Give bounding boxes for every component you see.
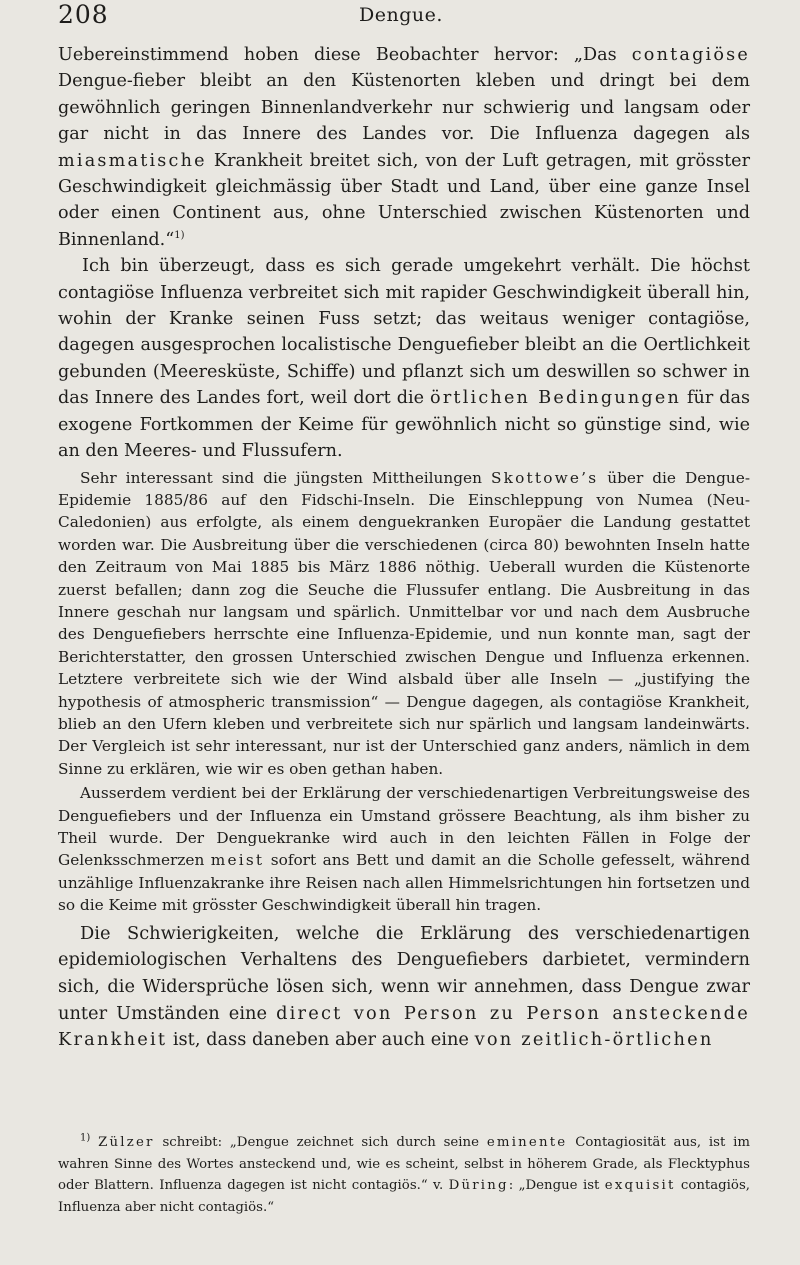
- page-number: 208: [58, 0, 109, 29]
- page-header: [58, 0, 744, 40]
- footnote-marker: 1): [80, 1132, 91, 1144]
- footnotes: [58, 1132, 750, 1218]
- paragraph-5: Die Schwierigkeiten, welche die Erklärung des verschiedenartigen epidemiologischen Verhaltens des Denguefiebers darbietet, vermindern sich, die Widersprüche lösen sich, wenn wir annehmen, dass Dengue zwar unter Umständen eine direct von Person zu Person ansteckende Krankheit ist, dass daneben aber auch eine von zeitlich-örtlichen: [58, 922, 750, 1051]
- main-text: [58, 42, 750, 1054]
- running-head: Dengue.: [359, 4, 443, 26]
- paragraph-1: Uebereinstimmend hoben diese Beobachter hervor: „Das contagiöse Dengue-fieber bleibt an den Küstenorten kleben und dringt bei dem gewöhnlich geringen Binnenlandverkehr nur schwierig und langsam oder gar nicht in das Innere des Landes vor. Die Influenza dagegen als miasmatische Krankheit breitet sich, von der Luft getragen, mit grösster Geschwindigkeit gleichmässig über Stadt und Land, über eine ganze Insel oder einen Continent aus, ohne Unterschied zwischen Küstenorten und Binnenland.“$^{1)}$: [58, 45, 750, 250]
- paragraph-4: Ausserdem verdient bei der Erklärung der verschiedenartigen Verbreitungsweise des Denguefiebers und der Influenza ein Umstand grössere Beachtung, als ihm bisher zu Theil wurde. Der Denguekranke wird auch in den leichten Fällen in Folge der Gelenksschmerzen meist sofort ans Bett und damit an die Scholle gefesselt, während unzählige Influenzakranke ihre Reisen nach allen Himmelsrichtungen hin fortsetzen und so die Keime mit grösster Geschwindigkeit überall hin tragen.: [58, 784, 750, 915]
- footnote-author-2: Düring: [448, 1178, 509, 1194]
- footnote-1: $^{1)}$ Zülzer schreibt: „Dengue zeichnet sich durch seine eminente Contagiosität aus, ist im wahren Sinne des Wortes ansteckend und, wie es scheint, selbst in höherem Grade, als Flecktyphus oder Blattern. Influenza dagegen ist nicht contagiös.“ v. Düring: „Dengue ist exquisit contagiös, Influenza aber nicht contagiös.“: [58, 1132, 750, 1215]
- footnote-author: Zülzer: [98, 1135, 155, 1150]
- paragraph-3: Sehr interessant sind die jüngsten Mittheilungen Skottowe’s über die Dengue-Epidemie 1885/86 auf den Fidschi-Inseln. Die Einschleppung von Numea (Neu-Caledonien) aus erfolgte, als einem denguekranken Europäer die Landung gestattet worden war. Die Ausbreitung über die verschiedenen (circa 80) bewohnten Inseln hatte den Zeitraum von Mai 1885 bis März 1886 nöthig. Ueberall wurden die Küstenorte zuerst befallen; dann zog die Seuche die Flussufer entlang. Die Ausbreitung in das Innere geschah nur langsam und spärlich. Unmittelbar vor und nach dem Ausbruche des Denguefiebers herrschte eine Influenza-Epidemie, und nun konnte man, sagt der Berichterstatter, den grossen Unterschied zwischen Dengue und Influenza erkennen. Letztere verbreitete sich wie der Wind alsbald über alle Inseln — „justifying the hypothesis of atmospheric transmission“ — Dengue dagegen, als contagiöse Krankheit, blieb an den Ufern kleben und verbreitete sich nur spärlich und langsam landeinwärts. Der Vergleich ist sehr interessant, nur ist der Unterschied ganz anders, nämlich in dem Sinne zu erklären, wie wir es oben gethan haben.: [58, 468, 750, 778]
- paragraph-2: Ich bin überzeugt, dass es sich gerade umgekehrt verhält. Die höchst contagiöse Influenza verbreitet sich mit rapider Geschwindigkeit überall hin, wohin der Kranke seinen Fuss setzt; das weitaus weniger contagiöse, dagegen ausgesprochen localistische Denguefieber bleibt an die Oertlichkeit gebunden (Meeresküste, Schiffe) und pflanzt sich um deswillen so schwer in das Innere des Landes fort, weil dort die örtlichen Bedingungen für das exogene Fortkommen der Keime für gewöhnlich nicht so günstige sind, wie an den Meeres- und Flussufern.: [58, 256, 751, 462]
- footnote-reference: 1): [174, 229, 185, 241]
